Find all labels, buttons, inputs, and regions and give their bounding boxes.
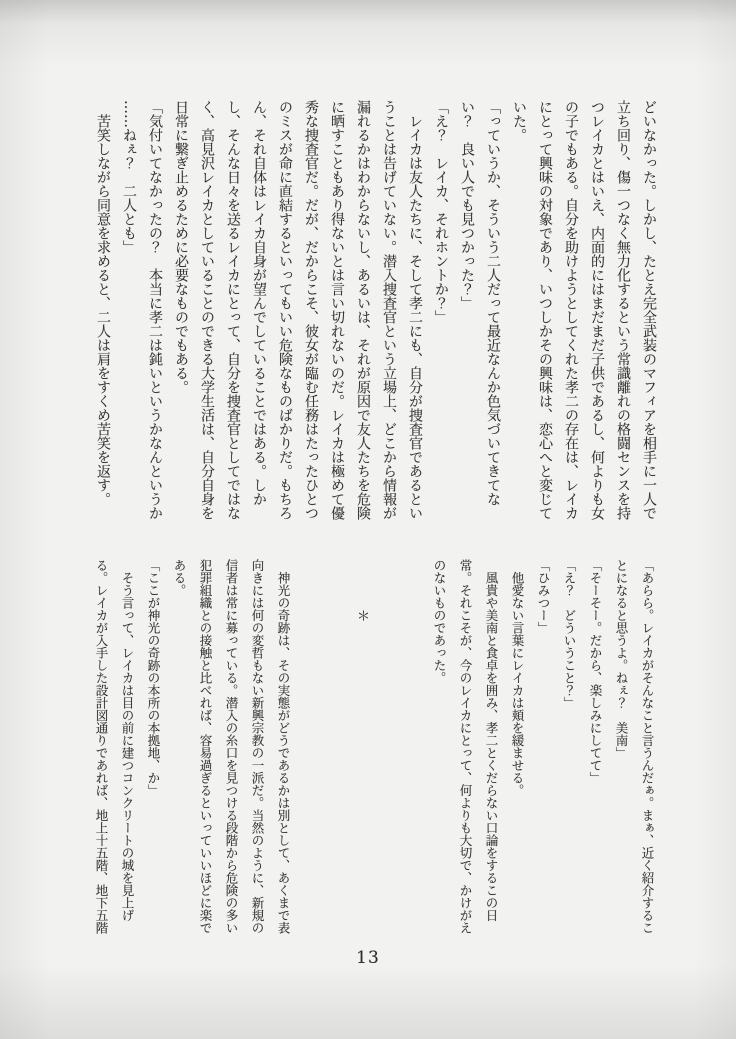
text-line: 犯罪組織との接触と比べれば、容易過ぎるといっていいほどに楽で (198, 559, 213, 934)
text-line: いた。 (511, 100, 527, 142)
text-line: うことは告げていない。潜入捜査官という立場上、どこから情報が (381, 100, 397, 520)
top-text-block (90, 100, 662, 528)
text-line: そう言って、レイカは目の前に建つコンクリートの城を見上げ (120, 559, 135, 922)
text-line: つレイカとはいえ、内面的にはまだまだ子供であるし、何よりも女 (589, 100, 605, 520)
text-line: 「え？ どういうこと？」 (562, 559, 577, 709)
text-line: 立ち回り、傷一つなく無力化するという常識離れの格闘センスを持 (615, 100, 631, 520)
text-line: に晒すこともあり得ないとは言い切れないのだ。レイカは極めて優 (329, 100, 345, 520)
text-line: 他愛ない言葉にレイカは頬を緩ませる。 (510, 559, 525, 797)
text-line: レイカは友人たちに、そして孝二にも、自分が捜査官であるとい (407, 100, 423, 520)
text-line: のミスが命に直結するといってもいい危険なものばかりだ。もちろ (277, 100, 293, 520)
text-line: 向きには何の変哲もない新興宗教の一派だ。当然のように、新規の (250, 559, 265, 934)
text-line: 日常に繋ぎ止めるために必要なものでもある。 (173, 100, 189, 394)
text-line: ん、それ自体はレイカ自身が望んでしていることではある。しか (251, 100, 267, 506)
text-line: 漏れるかはわからないし、あるいは、それが原因で友人たちを危険 (355, 100, 371, 520)
text-line: ある。 (172, 559, 187, 597)
text-line: 「ひみつー」 (536, 559, 551, 634)
text-line: とになると思うよ。ねぇ？ 美南」 (614, 559, 629, 759)
text-line: 「っていうか、そういう二人だって最近なんか色気づいてきてな (485, 100, 501, 506)
text-line: 秀な捜査官だ。だが、だからこそ、彼女が臨む任務はたったひとつ (303, 100, 319, 520)
text-line: 風貴や美南と食卓を囲み、孝二とくだらない口論をするこの日 (484, 559, 499, 922)
text-line: し、そんな日々を送るレイカにとって、自分を捜査官としてではな (225, 100, 241, 520)
text-line: の子でもある。自分を助けようとしてくれた孝二の存在は、レイカ (563, 100, 579, 520)
text-line: 「え？ レイカ、それホントか？」 (433, 100, 449, 324)
text-line: 「そーそー。だから、楽しみにしてて」 (588, 559, 603, 784)
text-line: 常。それこそが、今のレイカにとって、何よりも大切で、かけがえ (458, 559, 473, 934)
bottom-text-block (88, 559, 660, 941)
text-line: 苦笑しながら同意を求めると、二人は肩をすくめ苦笑を返す。 (95, 100, 111, 506)
text-line: 「あらら。レイカがそんなこと言うんだぁ。まぁ、近く紹介するこ (640, 559, 655, 934)
text-line: にとって興味の対象であり、いつしかその興味は、恋心へと変じて (537, 100, 553, 520)
text-line: 神光の奇跡は、その実態がどうであるかは別として、あくまで表 (276, 559, 291, 934)
section-break-asterisk: ＊ (354, 609, 369, 622)
text-line: のないものであった。 (432, 559, 447, 684)
text-line: る。レイカが入手した設計図通りであれば、地上十五階、地下五階 (94, 559, 109, 934)
page-number: 13 (356, 948, 380, 968)
text-line: 「ここが神光の奇跡の本所の本拠地、か」 (146, 559, 161, 797)
text-line: どいなかった。しかし、たとえ完全武装のマフィアを相手に一人で (641, 100, 657, 520)
text-line: く、高見沢レイカとしていることのできる大学生活は、自分自身を (199, 100, 215, 520)
text-line: 信者は常に募っている。潜入の糸口を見つける段階から危険の多い (224, 559, 239, 934)
text-line: ……ねぇ？ 二人とも」 (121, 100, 137, 254)
text-line: 「気付いてなかったの？ 本当に孝二は鈍いというかなんというか (147, 100, 163, 520)
text-line: い？ 良い人でも見つかった？」 (459, 100, 475, 310)
